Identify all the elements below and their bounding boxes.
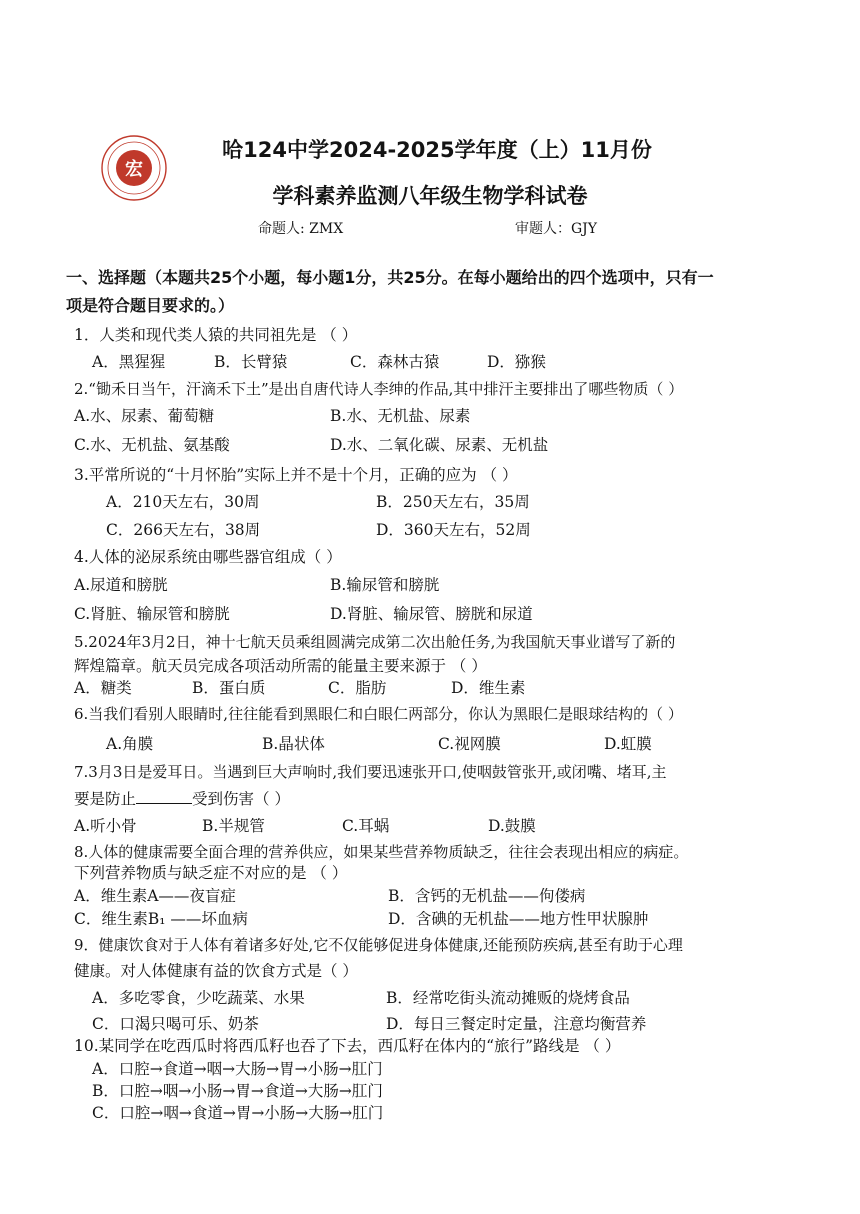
q10-option-c: C．口腔→咽→食道→胃→小肠→大肠→肛门 [92, 1104, 384, 1122]
q7-stem-pre: 要是防止 [74, 790, 137, 808]
q5-option-d: D．维生素 [451, 679, 526, 697]
q1-option-c: C．森林古猿 [350, 353, 440, 371]
q7-option-d: D.鼓膜 [488, 817, 536, 835]
q3-option-d: D．360天左右，52周 [376, 521, 531, 539]
q6-option-c: C.视网膜 [438, 735, 501, 753]
q2-option-c: C.水、无机盐、氨基酸 [74, 436, 230, 454]
q9-option-d: D．每日三餐定时定量，注意均衡营养 [386, 1015, 647, 1033]
q2-option-d: D.水、二氧化碳、尿素、无机盐 [330, 436, 549, 454]
q8-option-a: A．维生素A——夜盲症 [74, 887, 236, 905]
q9-option-c: C．口渴只喝可乐、奶茶 [92, 1015, 259, 1033]
q8-option-b: B．含钙的无机盐——佝偻病 [388, 887, 586, 905]
q4-option-c: C.肾脏、输尿管和膀胱 [74, 605, 230, 623]
q3-option-a: A．210天左右，30周 [106, 493, 260, 511]
q5-stem-line1: 5.2024年3月2日，神十七航天员乘组圆满完成第二次出舱任务,为我国航天事业谱写了新的 [74, 633, 676, 651]
q6-option-b: B.晶状体 [262, 735, 325, 753]
reviewer: 审题人：GJY [515, 221, 598, 237]
q4-option-b: B.输尿管和膀胱 [330, 576, 440, 594]
q4-option-a: A.尿道和膀胱 [74, 576, 168, 594]
q5-option-b: B．蛋白质 [192, 679, 266, 697]
q4-option-d: D.肾脏、输尿管、膀胱和尿道 [330, 605, 533, 623]
q5-option-a: A．糖类 [74, 679, 132, 697]
exam-title-line1: 哈124中学2024-2025学年度（上）11月份 [222, 138, 652, 162]
q2-option-a: A.水、尿素、葡萄糖 [74, 407, 215, 425]
q4-stem: 4.人体的泌尿系统由哪些器官组成（ ） [74, 548, 342, 566]
q9-stem-line1: 9．健康饮食对于人体有着诸多好处,它不仅能够促进身体健康,还能预防疾病,甚至有助于心理 [74, 936, 683, 954]
q10-option-b: B．口腔→咽→小肠→胃→食道→大肠→肛门 [92, 1082, 383, 1100]
q6-option-d: D.虹膜 [604, 735, 652, 753]
q7-option-b: B.半规管 [202, 817, 265, 835]
q9-option-a: A．多吃零食，少吃蔬菜、水果 [92, 989, 305, 1007]
q8-option-d: D．含碘的无机盐——地方性甲状腺肿 [388, 910, 649, 928]
school-logo-mark: 宏 [125, 159, 143, 180]
q7-answer-blank[interactable] [136, 789, 192, 804]
q2-option-b: B.水、无机盐、尿素 [330, 407, 471, 425]
q3-stem: 3.平常所说的“十月怀胎”实际上并不是十个月，正确的应为 （ ） [74, 466, 518, 484]
q5-option-c: C．脂肪 [328, 679, 387, 697]
q7-stem-line2 [74, 788, 290, 810]
author: 命题人: ZMX [258, 221, 344, 237]
q8-stem-line2: 下列营养物质与缺乏症不对应的是 （ ） [74, 864, 348, 882]
q7-stem-line1: 7.3月3日是爱耳日。当遇到巨大声响时,我们要迅速张开口,使咽鼓管张开,或闭嘴、堵耳,主 [74, 763, 667, 781]
q7-stem-post: 受到伤害（ ） [192, 790, 290, 808]
q3-option-b: B．250天左右，35周 [376, 493, 530, 511]
q6-stem: 6.当我们看别人眼睛时,往往能看到黑眼仁和白眼仁两部分，你认为黑眼仁是眼球结构的（ ） [74, 705, 683, 723]
q7-option-a: A.听小骨 [74, 817, 137, 835]
q1-option-a: A．黑猩猩 [92, 353, 166, 371]
q6-option-a: A.角膜 [106, 735, 154, 753]
section-heading-line1: 一、选择题（本题共25个小题，每小题1分，共25分。在每小题给出的四个选项中，只有一 [66, 268, 714, 287]
q1-stem: 1．人类和现代类人猿的共同祖先是 （ ） [74, 326, 358, 344]
q9-stem-line2: 健康。对人体健康有益的饮食方式是（ ） [74, 962, 358, 980]
exam-title-line2: 学科素养监测八年级生物学科试卷 [272, 184, 588, 208]
q10-stem: 10.某同学在吃西瓜时将西瓜籽也吞了下去，西瓜籽在体内的“旅行”路线是 （ ） [74, 1037, 621, 1055]
q10-option-a: A．口腔→食道→咽→大肠→胃→小肠→肛门 [92, 1060, 383, 1078]
section-heading-line2: 项是符合题目要求的。） [66, 296, 235, 315]
q5-stem-line2: 辉煌篇章。航天员完成各项活动所需的能量主要来源于 （ ） [74, 657, 487, 675]
q2-stem: 2.“锄禾日当午，汗滴禾下土”是出自唐代诗人李绅的作品,其中排汗主要排出了哪些物质（ ） [74, 380, 684, 398]
q7-option-c: C.耳蜗 [342, 817, 390, 835]
q8-option-c: C．维生素B₁ ——坏血病 [74, 910, 248, 928]
q1-option-b: B．长臂猿 [214, 353, 288, 371]
q1-option-d: D．猕猴 [487, 353, 546, 371]
q3-option-c: C．266天左右，38周 [106, 521, 261, 539]
q8-stem-line1: 8.人体的健康需要全面合理的营养供应，如果某些营养物质缺乏，往往会表现出相应的病症。 [74, 843, 689, 861]
q9-option-b: B．经常吃街头流动摊贩的烧烤食品 [386, 989, 630, 1007]
